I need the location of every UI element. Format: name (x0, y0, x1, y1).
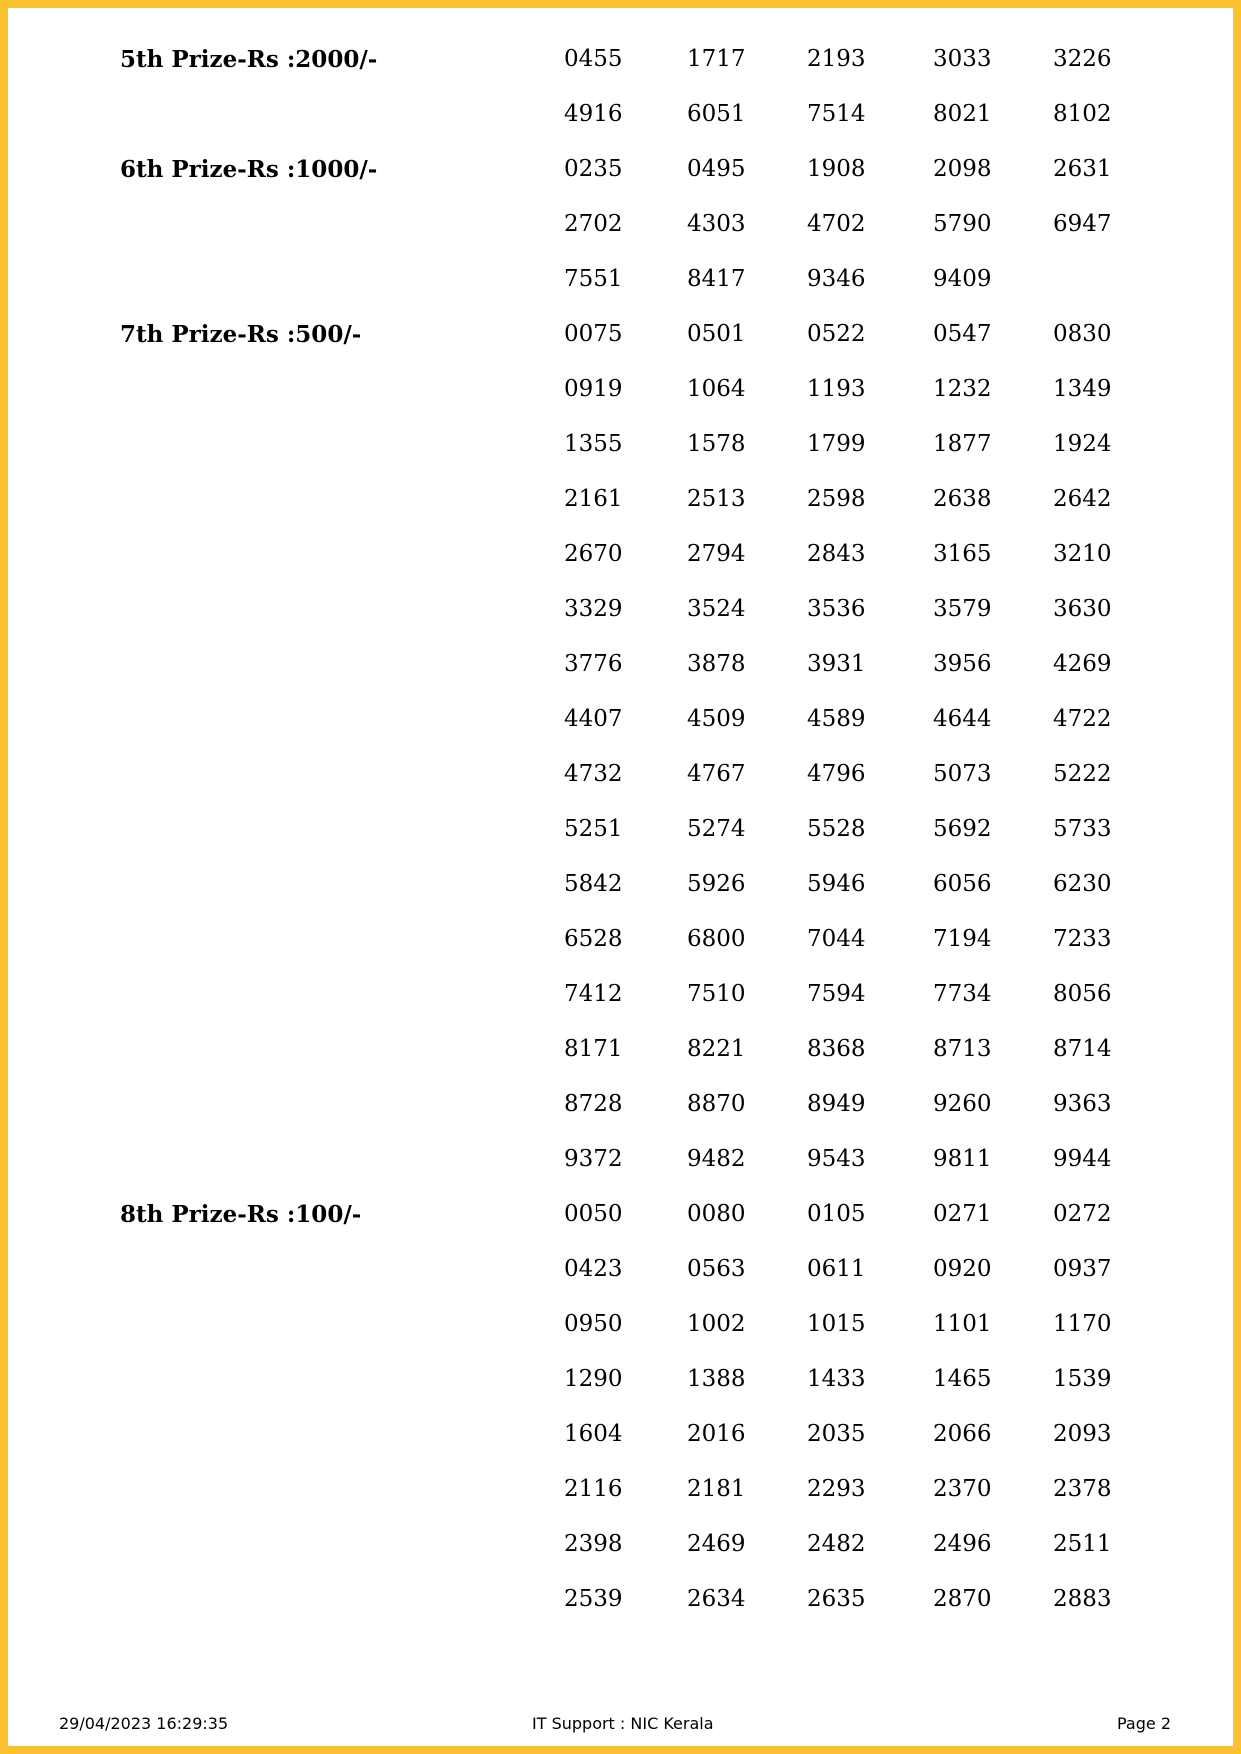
prize-row (0, 531, 1241, 586)
winning-number: 2598 (807, 486, 866, 512)
winning-number: 1578 (687, 431, 746, 457)
winning-number: 9482 (687, 1146, 746, 1172)
winning-number: 2016 (687, 1421, 746, 1447)
winning-number: 2035 (807, 1421, 866, 1447)
prize-row (0, 1521, 1241, 1576)
winning-number: 3630 (1053, 596, 1112, 622)
prize-row (0, 1081, 1241, 1136)
winning-number: 2794 (687, 541, 746, 567)
prize-label: 6th Prize-Rs :1000/- (120, 156, 378, 183)
winning-number: 3579 (933, 596, 992, 622)
winning-number: 2843 (807, 541, 866, 567)
winning-number: 5842 (564, 871, 623, 897)
winning-number: 4269 (1053, 651, 1112, 677)
winning-number: 2642 (1053, 486, 1112, 512)
winning-number: 1232 (933, 376, 992, 402)
winning-number: 2539 (564, 1586, 623, 1612)
winning-number: 9944 (1053, 1146, 1112, 1172)
winning-number: 3165 (933, 541, 992, 567)
winning-number: 8728 (564, 1091, 623, 1117)
winning-number: 7594 (807, 981, 866, 1007)
winning-number: 0547 (933, 321, 992, 347)
prize-row (0, 861, 1241, 916)
winning-number: 1193 (807, 376, 866, 402)
winning-number: 2496 (933, 1531, 992, 1557)
prize-row (0, 311, 1241, 366)
winning-number: 9409 (933, 266, 992, 292)
winning-number: 1002 (687, 1311, 746, 1337)
winning-number: 5692 (933, 816, 992, 842)
prize-label: 8th Prize-Rs :100/- (120, 1201, 362, 1228)
prize-row (0, 806, 1241, 861)
winning-number: 4644 (933, 706, 992, 732)
winning-number: 2161 (564, 486, 623, 512)
winning-number: 2293 (807, 1476, 866, 1502)
winning-number: 4303 (687, 211, 746, 237)
winning-number: 2482 (807, 1531, 866, 1557)
winning-number: 1349 (1053, 376, 1112, 402)
prize-results (0, 36, 1241, 1631)
winning-number: 9811 (933, 1146, 992, 1172)
winning-number: 4702 (807, 211, 866, 237)
winning-number: 3878 (687, 651, 746, 677)
prize-row (0, 476, 1241, 531)
winning-number: 5790 (933, 211, 992, 237)
winning-number: 5946 (807, 871, 866, 897)
prize-row (0, 1466, 1241, 1521)
winning-number: 7510 (687, 981, 746, 1007)
winning-number: 2513 (687, 486, 746, 512)
winning-number: 2193 (807, 46, 866, 72)
prize-row (0, 696, 1241, 751)
winning-number: 9260 (933, 1091, 992, 1117)
winning-number: 8102 (1053, 101, 1112, 127)
print-timestamp: 29/04/2023 16:29:35 (59, 1714, 229, 1733)
winning-number: 2378 (1053, 1476, 1112, 1502)
winning-number: 5222 (1053, 761, 1112, 787)
winning-number: 7044 (807, 926, 866, 952)
prize-row (0, 641, 1241, 696)
winning-number: 8368 (807, 1036, 866, 1062)
winning-number: 0050 (564, 1201, 623, 1227)
winning-number: 9346 (807, 266, 866, 292)
winning-number: 0235 (564, 156, 623, 182)
winning-number: 1064 (687, 376, 746, 402)
prize-row (0, 36, 1241, 91)
winning-number: 0830 (1053, 321, 1112, 347)
winning-number: 3329 (564, 596, 623, 622)
prize-row (0, 1576, 1241, 1631)
winning-number: 1355 (564, 431, 623, 457)
prize-row (0, 201, 1241, 256)
winning-number: 8056 (1053, 981, 1112, 1007)
prize-row (0, 1136, 1241, 1191)
winning-number: 1433 (807, 1366, 866, 1392)
winning-number: 5251 (564, 816, 623, 842)
winning-number: 7734 (933, 981, 992, 1007)
winning-number: 8949 (807, 1091, 866, 1117)
prize-label: 7th Prize-Rs :500/- (120, 321, 362, 348)
winning-number: 0423 (564, 1256, 623, 1282)
winning-number: 5528 (807, 816, 866, 842)
winning-number: 2870 (933, 1586, 992, 1612)
winning-number: 1717 (687, 46, 746, 72)
winning-number: 5926 (687, 871, 746, 897)
winning-number: 1924 (1053, 431, 1112, 457)
prize-row (0, 751, 1241, 806)
winning-number: 7551 (564, 266, 623, 292)
winning-number: 0937 (1053, 1256, 1112, 1282)
winning-number: 1290 (564, 1366, 623, 1392)
winning-number: 2370 (933, 1476, 992, 1502)
winning-number: 2181 (687, 1476, 746, 1502)
winning-number: 2116 (564, 1476, 623, 1502)
winning-number: 0495 (687, 156, 746, 182)
prize-row (0, 1026, 1241, 1081)
winning-number: 1799 (807, 431, 866, 457)
winning-number: 2469 (687, 1531, 746, 1557)
prize-row (0, 1301, 1241, 1356)
winning-number: 0501 (687, 321, 746, 347)
winning-number: 8713 (933, 1036, 992, 1062)
winning-number: 3931 (807, 651, 866, 677)
winning-number: 8021 (933, 101, 992, 127)
winning-number: 9363 (1053, 1091, 1112, 1117)
winning-number: 6230 (1053, 871, 1112, 897)
winning-number: 2670 (564, 541, 623, 567)
winning-number: 4732 (564, 761, 623, 787)
winning-number: 2631 (1053, 156, 1112, 182)
winning-number: 1388 (687, 1366, 746, 1392)
prize-row (0, 366, 1241, 421)
winning-number: 1604 (564, 1421, 623, 1447)
winning-number: 9543 (807, 1146, 866, 1172)
winning-number: 4796 (807, 761, 866, 787)
winning-number: 2702 (564, 211, 623, 237)
winning-number: 3226 (1053, 46, 1112, 72)
prize-row (0, 586, 1241, 641)
winning-number: 1170 (1053, 1311, 1112, 1337)
winning-number: 7412 (564, 981, 623, 1007)
winning-number: 0271 (933, 1201, 992, 1227)
winning-number: 2635 (807, 1586, 866, 1612)
winning-number: 0950 (564, 1311, 623, 1337)
prize-row (0, 146, 1241, 201)
winning-number: 5733 (1053, 816, 1112, 842)
winning-number: 8870 (687, 1091, 746, 1117)
winning-number: 9372 (564, 1146, 623, 1172)
winning-number: 0611 (807, 1256, 866, 1282)
prize-row (0, 971, 1241, 1026)
winning-number: 7233 (1053, 926, 1112, 952)
winning-number: 0272 (1053, 1201, 1112, 1227)
winning-number: 1877 (933, 431, 992, 457)
winning-number: 2066 (933, 1421, 992, 1447)
winning-number: 0455 (564, 46, 623, 72)
winning-number: 2098 (933, 156, 992, 182)
winning-number: 4407 (564, 706, 623, 732)
winning-number: 4722 (1053, 706, 1112, 732)
winning-number: 2093 (1053, 1421, 1112, 1447)
winning-number: 6528 (564, 926, 623, 952)
winning-number: 2398 (564, 1531, 623, 1557)
winning-number: 4589 (807, 706, 866, 732)
winning-number: 3210 (1053, 541, 1112, 567)
winning-number: 1908 (807, 156, 866, 182)
winning-number: 0080 (687, 1201, 746, 1227)
it-support-credit: IT Support : NIC Kerala (532, 1714, 714, 1733)
winning-number: 5073 (933, 761, 992, 787)
winning-number: 3524 (687, 596, 746, 622)
winning-number: 6056 (933, 871, 992, 897)
winning-number: 2511 (1053, 1531, 1112, 1557)
winning-number: 7514 (807, 101, 866, 127)
winning-number: 8417 (687, 266, 746, 292)
winning-number: 5274 (687, 816, 746, 842)
winning-number: 6051 (687, 101, 746, 127)
winning-number: 0563 (687, 1256, 746, 1282)
winning-number: 0920 (933, 1256, 992, 1282)
winning-number: 0522 (807, 321, 866, 347)
winning-number: 0075 (564, 321, 623, 347)
prize-row (0, 421, 1241, 476)
winning-number: 0919 (564, 376, 623, 402)
winning-number: 2634 (687, 1586, 746, 1612)
winning-number: 0105 (807, 1201, 866, 1227)
winning-number: 1101 (933, 1311, 992, 1337)
winning-number: 3776 (564, 651, 623, 677)
winning-number: 7194 (933, 926, 992, 952)
winning-number: 4916 (564, 101, 623, 127)
prize-row (0, 916, 1241, 971)
winning-number: 8714 (1053, 1036, 1112, 1062)
prize-row (0, 1246, 1241, 1301)
winning-number: 2883 (1053, 1586, 1112, 1612)
winning-number: 6800 (687, 926, 746, 952)
winning-number: 8221 (687, 1036, 746, 1062)
winning-number: 4509 (687, 706, 746, 732)
winning-number: 8171 (564, 1036, 623, 1062)
winning-number: 3033 (933, 46, 992, 72)
page-number: Page 2 (1117, 1714, 1171, 1733)
winning-number: 6947 (1053, 211, 1112, 237)
winning-number: 1015 (807, 1311, 866, 1337)
prize-row (0, 1191, 1241, 1246)
winning-number: 3956 (933, 651, 992, 677)
prize-row (0, 256, 1241, 311)
winning-number: 4767 (687, 761, 746, 787)
prize-row (0, 1356, 1241, 1411)
prize-row (0, 1411, 1241, 1466)
prize-label: 5th Prize-Rs :2000/- (120, 46, 378, 73)
winning-number: 3536 (807, 596, 866, 622)
prize-row (0, 91, 1241, 146)
winning-number: 1539 (1053, 1366, 1112, 1392)
winning-number: 2638 (933, 486, 992, 512)
winning-number: 1465 (933, 1366, 992, 1392)
